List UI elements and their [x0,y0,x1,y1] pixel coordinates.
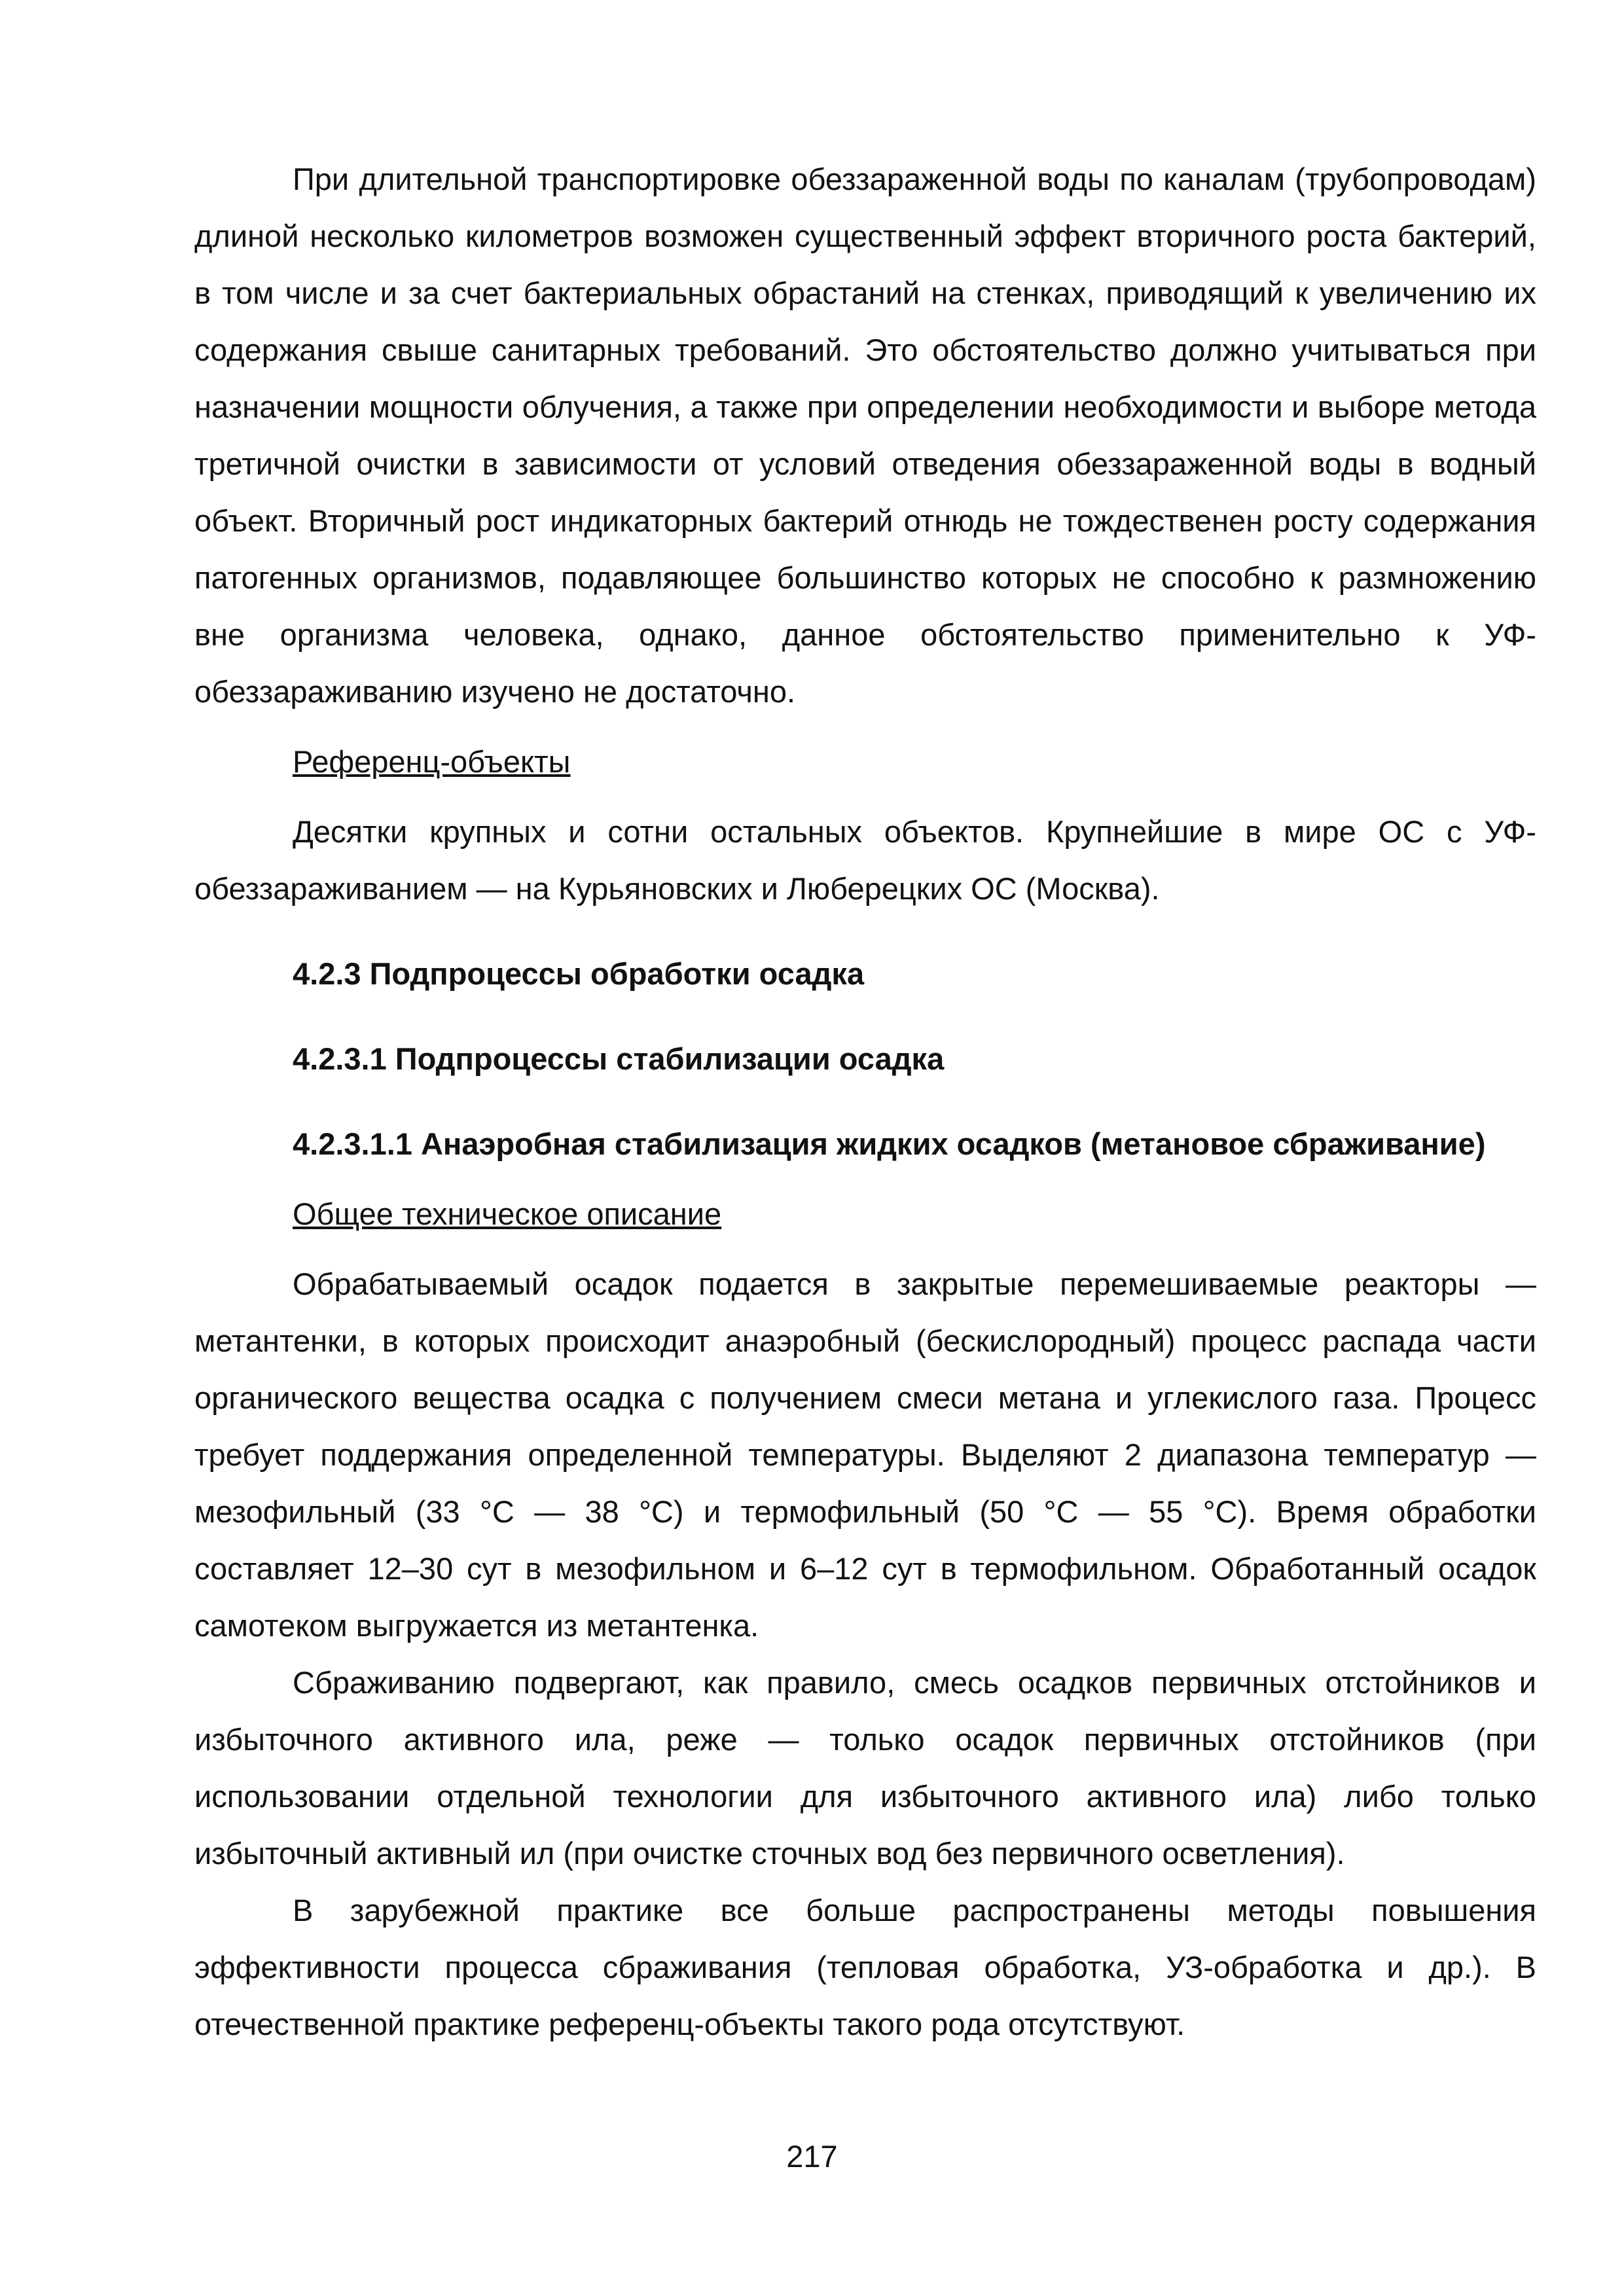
section-heading-4-2-3-1-1: 4.2.3.1.1 Анаэробная стабилизация жидких осадков (метановое сбраживание) [293,1126,1486,1161]
spacer [194,917,1536,945]
paragraph-foreign-practice: В зарубежной практике все больше распространены методы повышения эффективности процесса сбраживания (тепловая обработка, УЗ-обработка и др.). В отечественной практике референц-объекты такого рода отсутствуют. [194,1893,1536,2041]
page-body [194,151,1536,2053]
paragraph-digester-process: Обрабатываемый осадок подается в закрытые перемешиваемые реакторы — метантенки, в которых происходит анаэробный (бескислородный) процесс распада части органического вещества осадка с получением смеси метана и углекислого газа. Процесс требует поддержания определенной температуры. Выделяют 2 диапазона температур — мезофильный (33 °С — 38 °С) и термофильный (50 °С — 55 °С). Время обработки составляет 12–30 сут в мезофильном и 6–12 сут в термофильном. Обработанный осадок самотеком выгружается из метантенка. [194,1266,1536,1643]
spacer [194,1172,1536,1185]
spacer [194,720,1536,733]
subheading-reference-objects: Референц-объекты [293,744,571,779]
paragraph-reference-objects: Десятки крупных и сотни остальных объектов. Крупнейшие в мире ОС с УФ-обеззараживанием — на Курьяновских и Люберецких ОС (Москва). [194,814,1536,906]
spacer [194,790,1536,803]
spacer [194,1242,1536,1255]
subheading-general-description: Общее техническое описание [293,1196,722,1231]
section-heading-4-2-3-1: 4.2.3.1 Подпроцессы стабилизации осадка [293,1041,945,1076]
section-heading-4-2-3: 4.2.3 Подпроцессы обработки осадка [293,956,865,991]
spacer [194,1002,1536,1030]
page-number: 217 [786,2139,838,2174]
paragraph-uv-regrowth: При длительной транспортировке обеззараженной воды по каналам (трубопроводам) длиной несколько километров возможен существенный эффект вторичного роста бактерий, в том числе и за счет бактериальных обрастаний на стенках, приводящий к увеличению их содержания свыше санитарных требований. Это обстоятельство должно учитываться при назначении мощности облучения, а также при определении необходимости и выборе метода третичной очистки в зависимости от условий отведения обеззараженной воды в водный объект. Вторичный рост индикаторных бактерий отнюдь не тождественен росту содержания патогенных организмов, подавляющее большинство которых не способно к размножению вне организма человека, однако, данное обстоятельство применительно к УФ-обеззараживанию изучено не достаточно. [194,162,1536,709]
spacer [194,1087,1536,1115]
paragraph-digestion-feed: Сбраживанию подвергают, как правило, смесь осадков первичных отстойников и избыточного активного ила, реже — только осадок первичных отстойников (при использовании отдельной технологии для избыточного активного ила) либо только избыточный активный ил (при очистке сточных вод без первичного осветления). [194,1665,1536,1871]
